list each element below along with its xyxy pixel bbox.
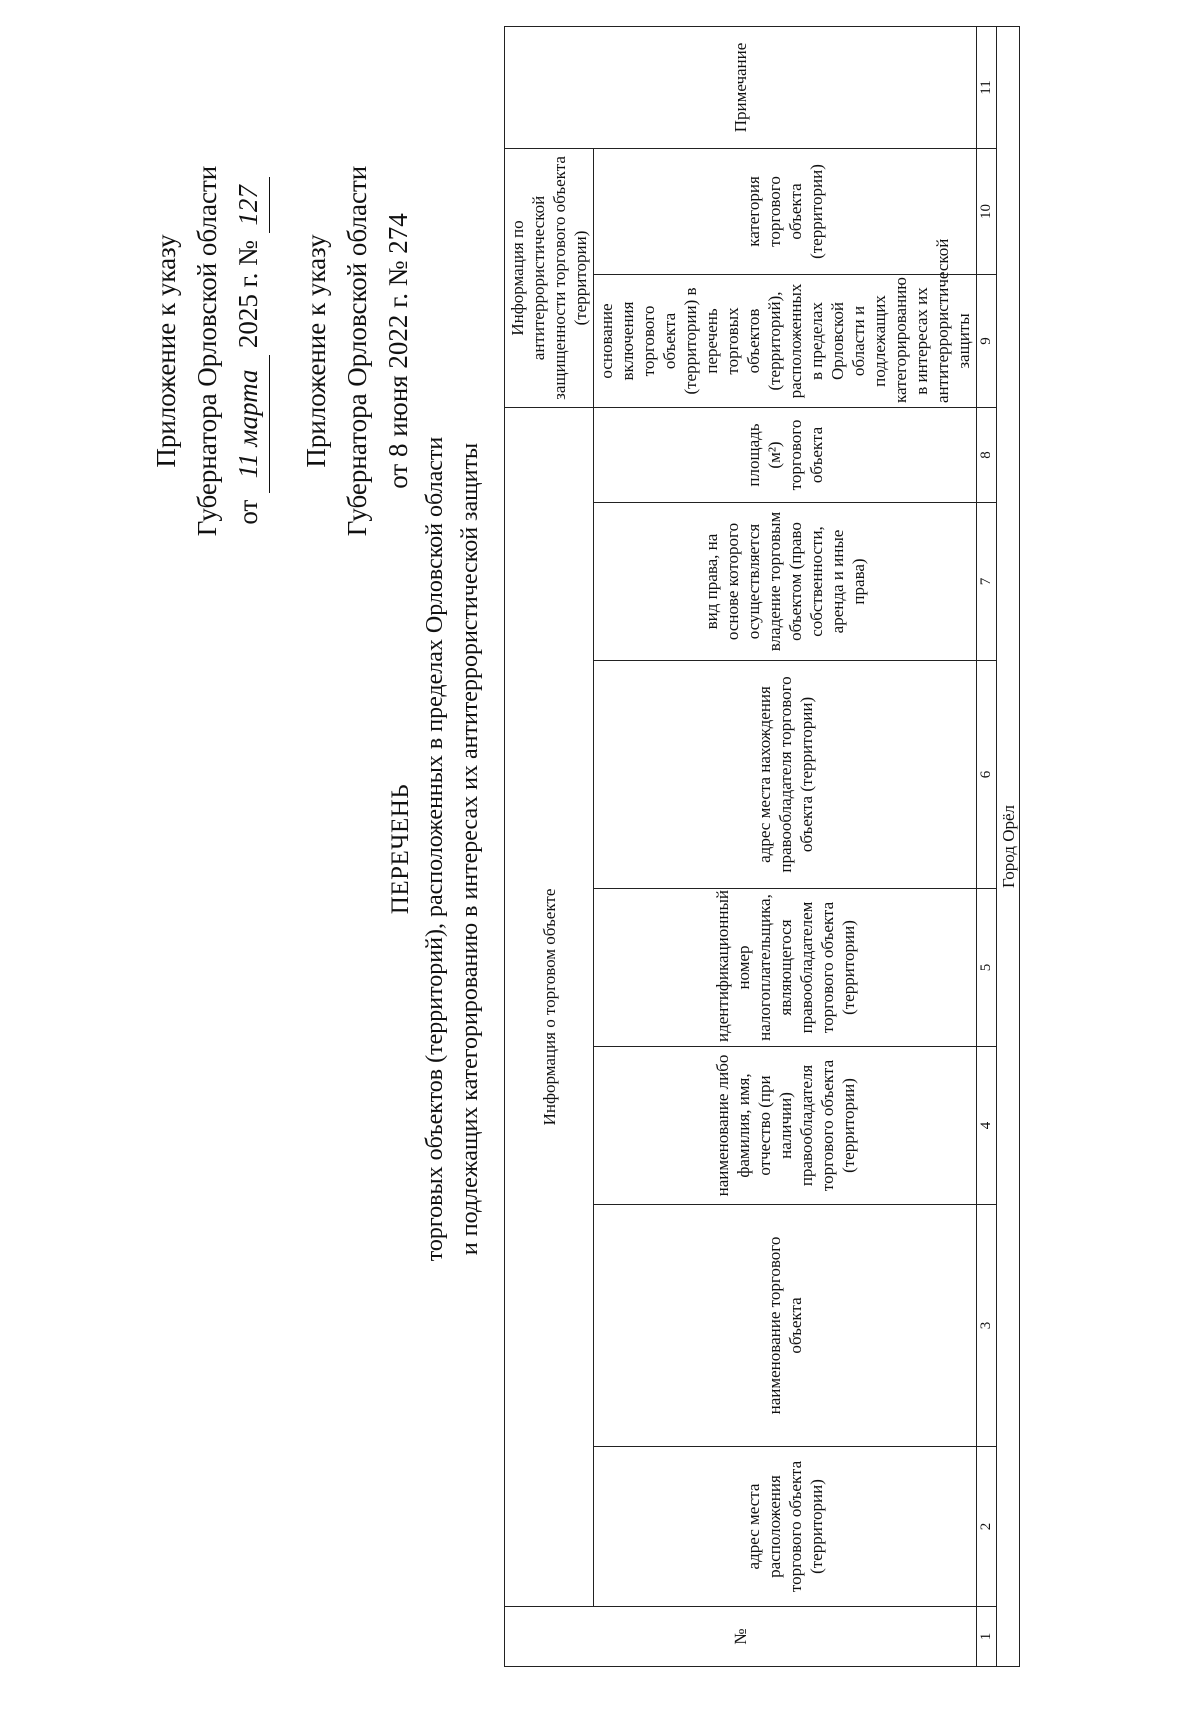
- column-number: 6: [977, 661, 997, 889]
- column-number: 7: [977, 503, 997, 661]
- appendix-new-line3: [228, 91, 270, 611]
- header-col-2: адрес места расположения торгового объекта (территории): [594, 1447, 977, 1607]
- header-group-info: Информация о торговом объекте: [505, 408, 594, 1607]
- handwritten-number: 127: [228, 177, 270, 233]
- title-heading: ПЕРЕЧЕНЬ: [387, 783, 414, 915]
- column-number: 10: [977, 149, 997, 275]
- column-number: 8: [977, 408, 997, 503]
- appendix-new-prefix: от: [233, 499, 263, 525]
- column-number: 9: [977, 275, 997, 408]
- handwritten-date: 11 марта: [228, 355, 270, 493]
- header-notes: Примечание: [505, 27, 977, 149]
- section-city-row: Город Орёл: [997, 27, 1020, 1667]
- appendix-new-line1: Приложение к указу: [151, 234, 181, 468]
- header-col-7: вид права, на основе которого осуществляется владение торговым объектом (право собственности, аренда и иные права): [594, 503, 977, 661]
- appendix-new-line2: Губернатора Орловской области: [192, 165, 222, 537]
- title-line2: и подлежащих категорированию в интересах их антитеррористической защиты: [457, 442, 483, 1256]
- column-number: 4: [977, 1047, 997, 1205]
- appendix-new-stamp: [146, 91, 270, 611]
- header-col-9: основание включения торгового объекта (территории) в перечень торговых объектов (территорий), расположенных в пределах Орловской области и подлежащих категорированию в интересах их антитеррористической защиты: [594, 275, 977, 408]
- title-line1: торговых объектов (территорий), расположенных в пределах Орловской области: [422, 436, 448, 1262]
- document-title: [383, 199, 488, 1499]
- header-col-4: наименование либо фамилия, имя, отчество (при наличии) правообладателя торгового объекта (территории): [594, 1047, 977, 1205]
- objects-table: [504, 27, 1018, 1667]
- appendix-old-line2: Губернатора Орловской области: [342, 165, 372, 537]
- column-number: 1: [977, 1607, 997, 1667]
- header-col-5: идентификационный номер налогоплательщика, являющегося правообладателем торгового объекта (территории): [594, 889, 977, 1047]
- column-number: 2: [977, 1447, 997, 1607]
- header-group-security: Информация по антитеррористической защищенности торгового объекта (территории): [505, 149, 594, 408]
- header-number-sign: №: [505, 1607, 977, 1667]
- column-number: 5: [977, 889, 997, 1047]
- appendix-old-line3: от 8 июня 2022 г. № 274: [383, 213, 413, 489]
- appendix-new-year: 2025 г. №: [233, 240, 263, 349]
- header-col-3: наименование торгового объекта: [594, 1205, 977, 1447]
- appendix-old-line1: Приложение к указу: [301, 234, 331, 468]
- header-col-10: категория торгового объекта (территории): [594, 149, 977, 275]
- column-number: 11: [977, 27, 997, 149]
- header-col-8: площадь (м²) торгового объекта: [594, 408, 977, 503]
- header-col-6: адрес места нахождения правообладателя торгового объекта (территории): [594, 661, 977, 889]
- column-number: 3: [977, 1205, 997, 1447]
